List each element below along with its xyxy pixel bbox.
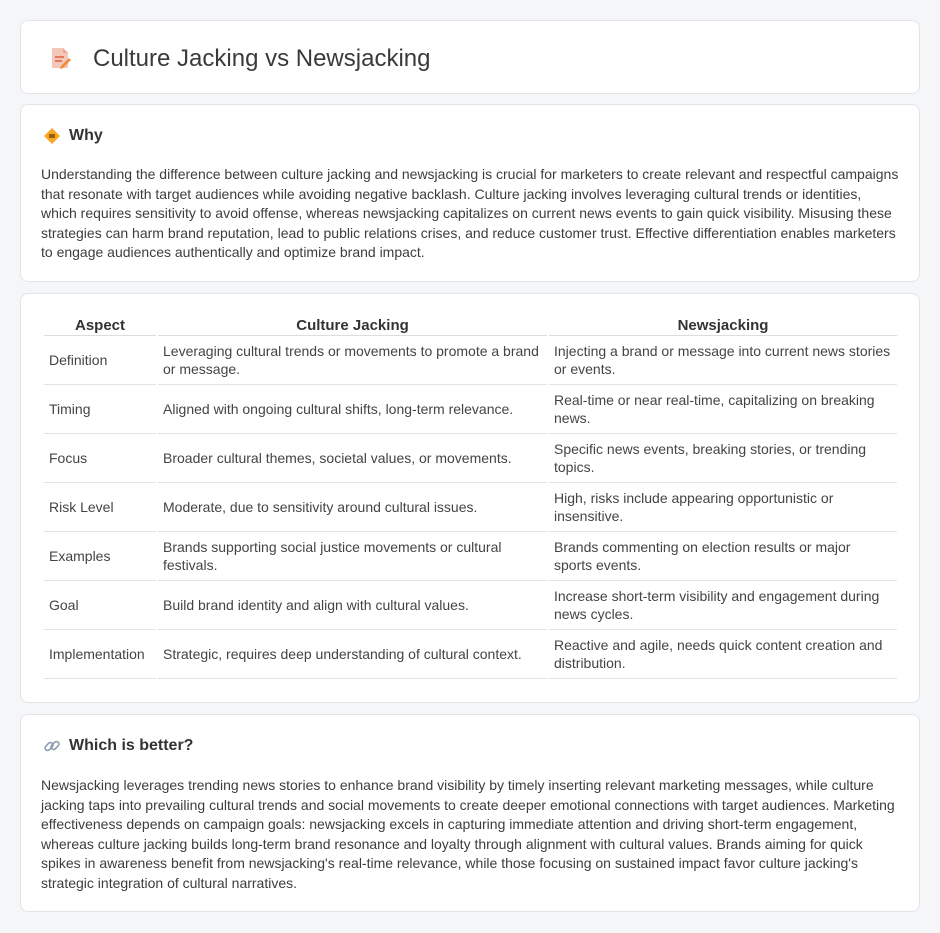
aspect-cell: Risk Level — [44, 483, 156, 532]
table-row — [44, 336, 897, 385]
newsjacking-cell: Injecting a brand or message into current news stories or events. — [549, 336, 897, 385]
which-is-better-text: Newsjacking leverages trending news stories to enhance brand visibility by timely inserting relevant marketing messages, while culture jacking taps into prevailing cultural trends and social movements to create deeper emotional connections with target audiences. Marketing effectiveness depends on campaign goals: newsjacking excels in capturing immediate attention and driving short-term engagement, whereas culture jacking builds long-term brand resonance and loyalty through alignment with cultural values. Brands aiming for quick spikes in awareness benefit from newsjacking's real-time relevance, while those focusing on sustained impact favor culture jacking's strategic integration of cultural narratives. — [41, 777, 895, 891]
newsjacking-cell: Real-time or near real-time, capitalizing on breaking news. — [549, 385, 897, 434]
aspect-cell: Focus — [44, 434, 156, 483]
culture-jacking-cell: Strategic, requires deep understanding of cultural context. — [158, 630, 547, 679]
culture-jacking-cell: Build brand identity and align with cultural values. — [158, 581, 547, 630]
why-section — [20, 104, 920, 282]
newsjacking-cell: Reactive and agile, needs quick content creation and distribution. — [549, 630, 897, 679]
newsjacking-cell: Increase short-term visibility and engagement during news cycles. — [549, 581, 897, 630]
comparison-section — [20, 293, 920, 703]
table-row — [44, 434, 897, 483]
culture-jacking-cell: Leveraging cultural trends or movements to promote a brand or message. — [158, 336, 547, 385]
why-heading: Why — [69, 127, 103, 144]
table-row — [44, 630, 897, 679]
which-is-better-section — [20, 714, 920, 912]
aspect-cell: Goal — [44, 581, 156, 630]
culture-jacking-cell: Aligned with ongoing cultural shifts, long-term relevance. — [158, 385, 547, 434]
which-is-better-heading: Which is better? — [69, 737, 194, 754]
title-card — [20, 20, 920, 94]
culture-jacking-cell: Moderate, due to sensitivity around cultural issues. — [158, 483, 547, 532]
culture-jacking-cell: Brands supporting social justice movements or cultural festivals. — [158, 532, 547, 581]
table-row — [44, 532, 897, 581]
aspect-cell: Implementation — [44, 630, 156, 679]
comparison-table — [42, 316, 899, 679]
table-row — [44, 581, 897, 630]
link-icon — [43, 737, 61, 755]
document-pencil-icon — [47, 45, 73, 71]
newsjacking-cell: Specific news events, breaking stories, or trending topics. — [549, 434, 897, 483]
table-row — [44, 385, 897, 434]
column-header: Aspect — [44, 316, 156, 336]
column-header: Newsjacking — [549, 316, 897, 336]
page-title: Culture Jacking vs Newsjacking — [93, 45, 431, 72]
column-header: Culture Jacking — [158, 316, 547, 336]
table-header-row — [44, 316, 897, 336]
newsjacking-cell: Brands commenting on election results or major sports events. — [549, 532, 897, 581]
newsjacking-cell: High, risks include appearing opportunistic or insensitive. — [549, 483, 897, 532]
diamond-sign-icon — [43, 127, 61, 145]
table-row — [44, 483, 897, 532]
aspect-cell: Examples — [44, 532, 156, 581]
aspect-cell: Definition — [44, 336, 156, 385]
culture-jacking-cell: Broader cultural themes, societal values, or movements. — [158, 434, 547, 483]
aspect-cell: Timing — [44, 385, 156, 434]
why-text: Understanding the difference between culture jacking and newsjacking is crucial for marketers to create relevant and respectful campaigns that resonate with target audiences while avoiding negative backlash. Culture jacking involves leveraging cultural trends or identities, which requires sensitivity to avoid offense, whereas newsjacking capitalizes on current news events to gain quick visibility. Misusing these strategies can harm brand reputation, lead to public relations crises, and reduce customer trust. Effective differentiation enables marketers to engage audiences authentically and optimize brand impact. — [41, 166, 899, 260]
